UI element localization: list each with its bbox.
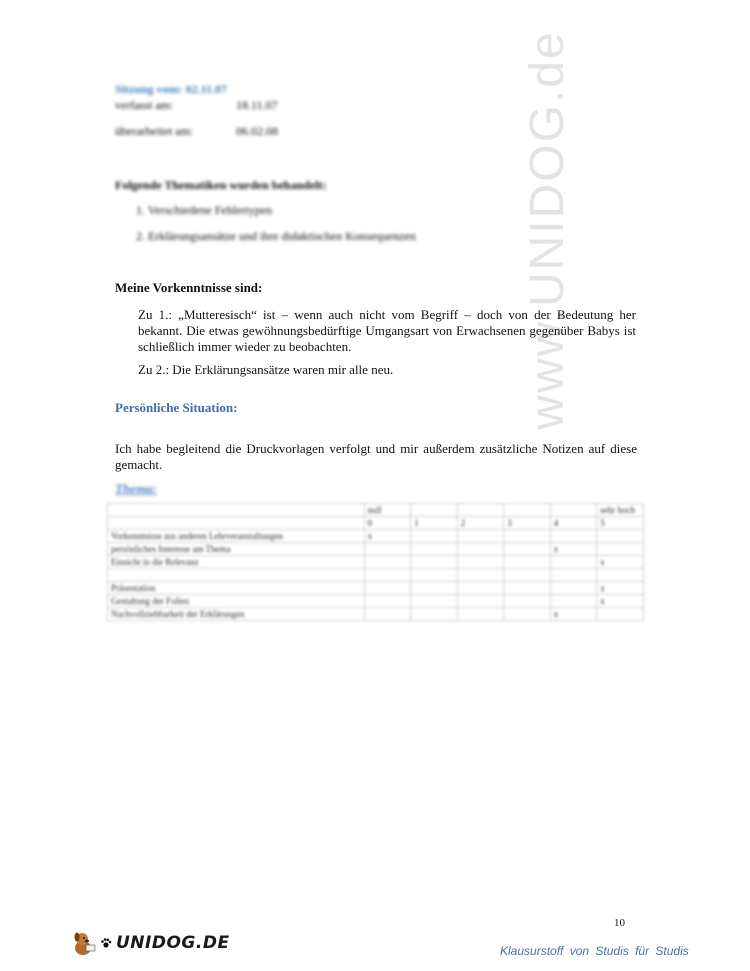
mark-cell: [457, 556, 504, 569]
mark-cell: [457, 608, 504, 621]
mark-cell: [504, 582, 551, 595]
scale-cell: 1: [411, 517, 458, 530]
scale-cell: 4: [550, 517, 597, 530]
mark-cell: [504, 608, 551, 621]
mark-cell: [411, 595, 458, 608]
knowledge-heading: Meine Vorkenntnisse sind:: [115, 280, 263, 295]
table-row: [108, 504, 644, 517]
mark-cell: [364, 608, 411, 621]
theme-heading: Thema:: [115, 481, 157, 496]
mark-cell: [597, 530, 644, 543]
mark-cell: [504, 595, 551, 608]
row-label: Nachvollziehbarkeit der Erklärungen: [108, 608, 365, 621]
topic-item-2: 2. Erklärungsansätze und ihre didaktischen Konsequenzen: [136, 229, 416, 243]
mark-cell: [411, 608, 458, 621]
table-row: [108, 608, 644, 621]
rating-table: [107, 503, 644, 621]
topic-item-1: 1. Verschiedene Fehlertypen: [136, 203, 273, 217]
table-row: [108, 543, 644, 556]
mark-cell: [457, 595, 504, 608]
scale-high-label: sehr hoch: [597, 504, 644, 517]
mark-cell: [364, 582, 411, 595]
mark-cell: [364, 543, 411, 556]
mark-cell: [364, 556, 411, 569]
scale-cell: 5: [597, 517, 644, 530]
dog-icon: [68, 928, 98, 958]
mark-cell: [597, 608, 644, 621]
table-row: [108, 569, 644, 582]
situation-heading: Persönliche Situation:: [115, 400, 238, 415]
table-row: [108, 595, 644, 608]
table-row: [108, 517, 644, 530]
scale-cell: 3: [504, 517, 551, 530]
mark-cell: x: [597, 582, 644, 595]
knowledge-paragraph-2: Zu 2.: Die Erklärungsansätze waren mir alle neu.: [138, 362, 394, 377]
mark-cell: x: [550, 608, 597, 621]
mark-cell: x: [597, 556, 644, 569]
paw-icon: [100, 937, 112, 949]
mark-cell: [597, 569, 644, 582]
situation-text: Ich habe begleitend die Druckvorlagen verfolgt und mir außerdem zusätzliche Notizen auf diese gemacht.: [115, 441, 637, 472]
table-row: [108, 556, 644, 569]
mark-cell: [504, 530, 551, 543]
mark-cell: [457, 569, 504, 582]
mark-cell: [411, 569, 458, 582]
watermark-text: www.UNIDOG.de: [521, 30, 574, 430]
row-label: Gestaltung der Folien: [108, 595, 365, 608]
knowledge-paragraph-1: Zu 1.: „Mutteresisch“ ist – wenn auch nicht vom Begriff – doch von der Bedeutung her bekannt. Die etwas gewöhnungsbedürftige Umgangsart von Erwachsenen gegenüber Babys ist schließlich immer wieder zu beobachten.: [138, 307, 636, 354]
mark-cell: [364, 569, 411, 582]
mark-cell: [411, 530, 458, 543]
row-label: Präsentation: [108, 582, 365, 595]
mark-cell: [504, 569, 551, 582]
unidog-logo[interactable]: [68, 925, 230, 961]
revised-label: überarbeitet am:: [115, 124, 194, 138]
table-row: [108, 530, 644, 543]
mark-cell: [550, 556, 597, 569]
mark-cell: [550, 582, 597, 595]
table-row: [108, 582, 644, 595]
mark-cell: [504, 543, 551, 556]
mark-cell: x: [597, 595, 644, 608]
session-title: Sitzung vom: 02.11.07: [115, 82, 228, 96]
mark-cell: [364, 595, 411, 608]
mark-cell: [457, 582, 504, 595]
topics-intro: Folgende Thematiken wurden behandelt:: [115, 178, 327, 192]
mark-cell: [597, 543, 644, 556]
mark-cell: [550, 595, 597, 608]
mark-cell: [457, 530, 504, 543]
scale-low-label: null: [364, 504, 411, 517]
mark-cell: [504, 556, 551, 569]
mark-cell: [457, 543, 504, 556]
written-label: verfasst am:: [115, 98, 174, 112]
row-label: Einsicht in die Relevanz: [108, 556, 365, 569]
row-label: [108, 569, 365, 582]
mark-cell: x: [364, 530, 411, 543]
mark-cell: x: [550, 543, 597, 556]
revised-value: 06.02.08: [236, 124, 278, 138]
mark-cell: [550, 569, 597, 582]
mark-cell: [411, 543, 458, 556]
mark-cell: [411, 582, 458, 595]
page-number: 10: [614, 917, 625, 929]
written-value: 18.11.07: [236, 98, 278, 112]
mark-cell: [550, 530, 597, 543]
logo-text: UNIDOG.DE: [116, 933, 230, 953]
footer-tagline: Klausurstoff von Studis für Studis: [500, 944, 689, 958]
row-label: Vorkenntnisse aus anderen Lehrveranstaltungen: [108, 530, 365, 543]
mark-cell: [411, 556, 458, 569]
row-label: persönliches Interesse am Thema: [108, 543, 365, 556]
scale-cell: 0: [364, 517, 411, 530]
scale-cell: 2: [457, 517, 504, 530]
